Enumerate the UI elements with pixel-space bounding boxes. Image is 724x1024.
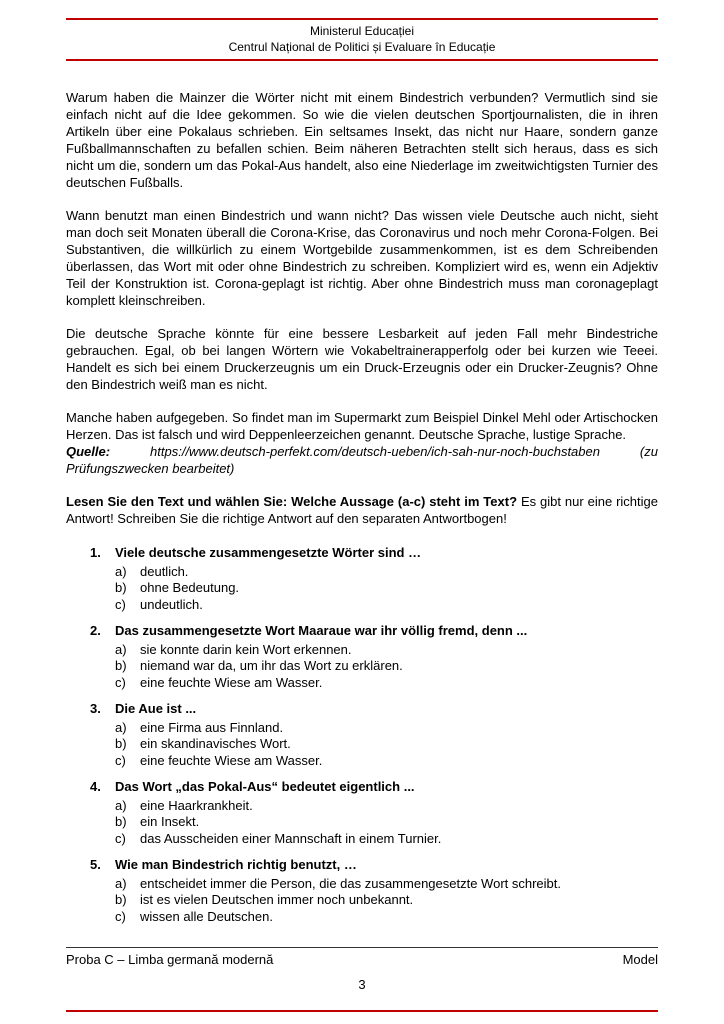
option-text: entscheidet immer die Person, die das zusammengesetzte Wort schreibt. bbox=[140, 875, 562, 891]
answer-option bbox=[115, 675, 658, 692]
answer-option bbox=[115, 642, 658, 659]
option-letter: b) bbox=[115, 580, 127, 595]
option-letter: c) bbox=[115, 596, 126, 612]
option-letter: a) bbox=[115, 641, 127, 657]
text-paragraph-2: Wann benutzt man einen Bindestrich und wann nicht? Das wissen viele Deutsche auch nicht, sieht man doch seit Monaten überall die Corona-Krise, das Coronavirus und noch mehr Corona-Folgen. Bei Substantiven, die willkürlich zu einem Wortgebilde zusammenkommen, ist es dem Schreibenden überlassen, das Wort mit oder ohne Bindestrich zu schreiben. Kompliziert wird es, wenn ein Adjektiv Teil der Konstruktion ist. Corona-geplagt ist richtig. Aber ohne Bindestrich muss man coronageplagt komplett kleinschreiben. bbox=[66, 208, 658, 308]
answer-option bbox=[115, 814, 658, 831]
question-number: 4. bbox=[90, 779, 101, 794]
question-list bbox=[66, 545, 658, 925]
task-instruction-bold: Lesen Sie den Text und wählen Sie: Welche Aussage (a-c) steht im Text? bbox=[66, 494, 518, 509]
question-2 bbox=[90, 623, 658, 691]
question-number: 5. bbox=[90, 857, 101, 872]
option-letter: b) bbox=[115, 736, 127, 751]
answer-option bbox=[115, 892, 658, 909]
source-colon: : bbox=[105, 444, 111, 459]
page-header bbox=[66, 20, 658, 59]
option-letter: b) bbox=[115, 658, 127, 673]
option-letter: a) bbox=[115, 719, 127, 735]
question-stem: Die Aue ist ... bbox=[115, 701, 197, 716]
answer-option bbox=[115, 909, 658, 926]
option-text: ohne Bedeutung. bbox=[140, 580, 240, 595]
text-paragraph-1: Warum haben die Mainzer die Wörter nicht mit einem Bindestrich verbunden? Vermutlich sind sie einfach nicht auf die Idee gekommen. So wie die vielen deutschen Sportjournalisten, die in ihren Artikeln über eine Pokalaus schrieben. Ein seltsames Insekt, das nicht nur Haare, sondern ganze Fußballmannschaften zu befallen schien. Beim näheren Betrachten stellt sich heraus, dass es sich nicht um die, sondern um das Pokal-Aus handelt, also eine Niederlage im zweitwichtigsten Turnier des deutschen Fußballs. bbox=[66, 90, 658, 190]
option-text: ein skandinavisches Wort. bbox=[140, 736, 291, 751]
answer-option bbox=[115, 798, 658, 815]
question-4 bbox=[90, 779, 658, 847]
source-url: https://www.deutsch-perfekt.com/deutsch-ueben/ich-sah-nur-noch-buchstaben bbox=[150, 444, 600, 459]
option-letter: a) bbox=[115, 797, 127, 813]
answer-option bbox=[115, 753, 658, 770]
footer-variant: Model bbox=[622, 952, 658, 967]
option-letter: a) bbox=[115, 563, 127, 579]
page-footer bbox=[66, 947, 658, 968]
answer-option bbox=[115, 658, 658, 675]
answer-option bbox=[115, 720, 658, 737]
ministry-name: Ministerul Educației bbox=[309, 24, 415, 38]
text-paragraph-4: Manche haben aufgegeben. So findet man im Supermarkt zum Beispiel Dinkel Mehl oder Artischocken Herzen. Das ist falsch und wird Deppenleerzeichen genannt. Deutsche Sprache, lustige Sprache. bbox=[66, 410, 658, 442]
option-text: niemand war da, um ihr das Wort zu erklären. bbox=[140, 658, 403, 673]
option-text: eine feuchte Wiese am Wasser. bbox=[140, 752, 323, 768]
answer-option bbox=[115, 564, 658, 581]
option-text: das Ausscheiden einer Mannschaft in einem Turnier. bbox=[140, 830, 442, 846]
question-3 bbox=[90, 701, 658, 769]
question-1 bbox=[90, 545, 658, 613]
question-stem-row bbox=[90, 857, 658, 874]
option-text: sie konnte darin kein Wort erkennen. bbox=[140, 641, 352, 657]
option-letter: b) bbox=[115, 892, 127, 907]
source-line bbox=[66, 443, 658, 477]
header-rule-bottom bbox=[66, 59, 658, 61]
source-note: (zu Prüfungszwecken bearbeitet) bbox=[66, 444, 658, 476]
reading-text bbox=[66, 89, 658, 527]
option-letter: c) bbox=[115, 674, 126, 690]
answer-option bbox=[115, 597, 658, 614]
option-text: eine feuchte Wiese am Wasser. bbox=[140, 674, 323, 690]
question-stem: Das zusammengesetzte Wort Maaraue war ihr völlig fremd, denn ... bbox=[115, 623, 528, 638]
option-text: eine Firma aus Finnland. bbox=[140, 719, 284, 735]
option-text: deutlich. bbox=[140, 563, 189, 579]
option-text: wissen alle Deutschen. bbox=[140, 908, 273, 924]
question-stem-row bbox=[90, 779, 658, 796]
option-text: ein Insekt. bbox=[140, 814, 200, 829]
option-letter: c) bbox=[115, 830, 126, 846]
task-instruction-regular: Es gibt nur eine richtige Antwort! Schreiben Sie die richtige Antwort auf den separaten Antwortbogen! bbox=[66, 494, 658, 526]
question-5 bbox=[90, 857, 658, 925]
question-number: 3. bbox=[90, 701, 101, 716]
question-stem: Wie man Bindestrich richtig benutzt, … bbox=[115, 857, 357, 872]
option-text: ist es vielen Deutschen immer noch unbekannt. bbox=[140, 892, 414, 907]
page-content bbox=[66, 18, 658, 935]
task-instruction bbox=[66, 493, 658, 527]
question-number: 2. bbox=[90, 623, 101, 638]
option-letter: a) bbox=[115, 875, 127, 891]
answer-option bbox=[115, 736, 658, 753]
option-text: undeutlich. bbox=[140, 596, 203, 612]
question-stem-row bbox=[90, 623, 658, 640]
page-number: 3 bbox=[358, 977, 366, 992]
option-text: eine Haarkrankheit. bbox=[140, 797, 253, 813]
answer-option bbox=[115, 831, 658, 848]
text-paragraph-3: Die deutsche Sprache könnte für eine bessere Lesbarkeit auf jeden Fall mehr Bindestriche gebrauchen. Egal, ob bei langen Wörtern wie Vokabeltrainerapperfolg oder bei kurzen wie Teeei. Handelt es sich bei einem Druckerzeugnis um ein Druck-Erzeugnis oder ein Drucker-Zeugnis? Ohne den Bindestrich weiß man es nicht. bbox=[66, 326, 658, 392]
footer-exam-name: Proba C – Limba germană modernă bbox=[66, 952, 274, 967]
option-letter: c) bbox=[115, 752, 126, 768]
question-stem-row bbox=[90, 545, 658, 562]
question-stem-row bbox=[90, 701, 658, 718]
footer-rule-bottom bbox=[66, 1010, 658, 1012]
answer-option bbox=[115, 580, 658, 597]
question-number: 1. bbox=[90, 545, 101, 560]
question-stem: Viele deutsche zusammengesetzte Wörter sind … bbox=[115, 545, 422, 560]
option-letter: c) bbox=[115, 908, 126, 924]
answer-option bbox=[115, 876, 658, 893]
institution-name: Centrul Național de Politici și Evaluare în Educație bbox=[228, 40, 496, 54]
source-label: Quelle bbox=[66, 444, 106, 459]
option-letter: b) bbox=[115, 814, 127, 829]
question-stem: Das Wort „das Pokal-Aus“ bedeutet eigentlich ... bbox=[115, 779, 415, 794]
